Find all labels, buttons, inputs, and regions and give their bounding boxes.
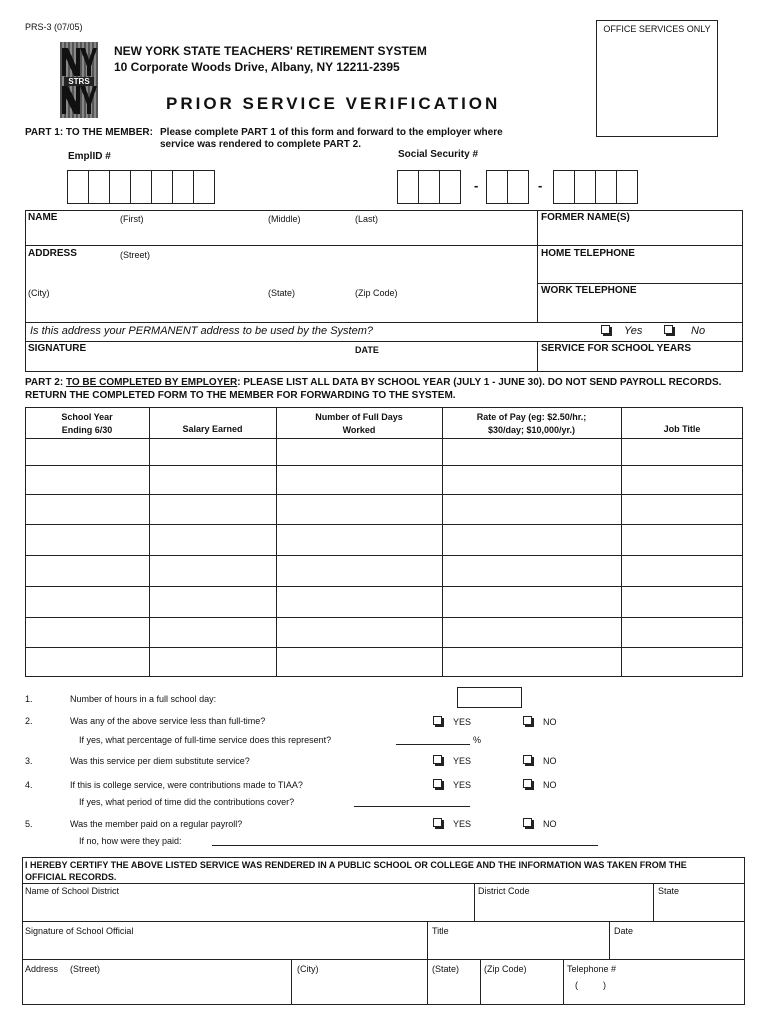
ssn-dash: - — [474, 178, 479, 193]
q5-text: Was the member paid on a regular payroll? — [70, 819, 243, 829]
ssn-digit-box[interactable] — [418, 170, 440, 204]
office-services-label: OFFICE SERVICES ONLY — [603, 24, 711, 34]
part2-line1 — [25, 377, 721, 388]
ssn-digit-box[interactable] — [574, 170, 596, 204]
hours-input[interactable] — [457, 687, 522, 708]
col-school-year — [25, 411, 149, 437]
col-days-1: Number of Full Days — [315, 412, 403, 422]
q2-text: Was any of the above service less than full-time? — [70, 716, 266, 726]
signature-label: SIGNATURE — [28, 343, 87, 354]
q5-number: 5. — [25, 819, 33, 829]
q2-number: 2. — [25, 716, 33, 726]
part2-line2: RETURN THE COMPLETED FORM TO THE MEMBER FOR FORWARDING TO THE SYSTEM. — [25, 390, 456, 401]
emplid-digit-box[interactable] — [88, 170, 110, 204]
date-label: DATE — [355, 345, 379, 355]
ssn-label: Social Security # — [398, 149, 479, 160]
q4-no-checkbox[interactable] — [523, 779, 532, 788]
col-school-year-2: Ending 6/30 — [61, 425, 113, 435]
q5-no-checkbox[interactable] — [523, 818, 532, 827]
q4-number: 4. — [25, 780, 33, 790]
ssn-dash: - — [538, 178, 543, 193]
q4-no-label: NO — [543, 780, 557, 790]
ssn-digit-box[interactable] — [616, 170, 638, 204]
q3-yes-label: YES — [453, 756, 472, 766]
cert-street-label: (Street) — [70, 964, 101, 974]
office-services-box — [596, 20, 718, 137]
last-label: (Last) — [355, 214, 379, 224]
emplid-digit-box[interactable] — [109, 170, 131, 204]
emplid-digit-box[interactable] — [172, 170, 194, 204]
q1-text: Number of hours in a full school day: — [70, 694, 217, 704]
address-label: ADDRESS — [28, 248, 77, 259]
q5-yes-label: YES — [453, 819, 472, 829]
middle-label: (Middle) — [268, 214, 301, 224]
q2-no-checkbox[interactable] — [523, 716, 532, 725]
q4-yes-label: YES — [453, 780, 472, 790]
permanent-no-label: No — [691, 325, 706, 337]
col-job-title: Job Title — [663, 424, 701, 434]
percent-sign: % — [473, 735, 482, 745]
form-title: PRIOR SERVICE VERIFICATION — [166, 94, 501, 113]
part2-employer: TO BE COMPLETED BY EMPLOYER — [65, 377, 238, 388]
emplid-digit-box[interactable] — [193, 170, 215, 204]
service-years-label: SERVICE FOR SCHOOL YEARS — [541, 343, 692, 354]
ssn-digit-box[interactable] — [397, 170, 419, 204]
org-address: 10 Corporate Woods Drive, Albany, NY 12211-2395 — [114, 60, 400, 74]
official-date-label: Date — [614, 926, 634, 936]
q2-no-label: NO — [543, 717, 557, 727]
cert-line2: OFFICIAL RECORDS. — [25, 872, 117, 882]
home-telephone-label: HOME TELEPHONE — [541, 248, 635, 259]
q2-followup: If yes, what percentage of full-time service does this represent? — [79, 735, 332, 745]
percentage-input[interactable] — [396, 733, 470, 745]
col-rate — [442, 411, 621, 437]
col-salary: Salary Earned — [182, 424, 243, 434]
part2-prefix: PART 2: — [25, 377, 64, 388]
cert-address-label: Address — [25, 964, 59, 974]
permanent-yes-checkbox[interactable] — [601, 325, 610, 334]
work-telephone-label: WORK TELEPHONE — [541, 285, 637, 296]
q4-text: If this is college service, were contributions made to TIAA? — [70, 780, 303, 790]
q4-yes-checkbox[interactable] — [433, 779, 442, 788]
q4-followup: If yes, what period of time did the contributions cover? — [79, 797, 295, 807]
official-title-label: Title — [432, 926, 449, 936]
ssn-digit-box[interactable] — [486, 170, 508, 204]
first-label: (First) — [120, 214, 144, 224]
org-name: NEW YORK STATE TEACHERS' RETIREMENT SYSTEM — [114, 44, 427, 58]
cert-state-paren-label: (State) — [432, 964, 460, 974]
permanent-no-checkbox[interactable] — [664, 325, 673, 334]
service-table — [25, 407, 743, 677]
col-rate-1: Rate of Pay (eg: $2.50/hr.; — [476, 412, 587, 422]
emplid-label: EmplID # — [68, 151, 111, 162]
state-label: (State) — [268, 288, 296, 298]
ssn-digit-box[interactable] — [595, 170, 617, 204]
q3-no-label: NO — [543, 756, 557, 766]
zip-label: (Zip Code) — [355, 288, 398, 298]
q1-number: 1. — [25, 694, 33, 704]
part1-instruction-1: Please complete PART 1 of this form and forward to the employer where — [160, 127, 503, 138]
cert-city-label: (City) — [297, 964, 319, 974]
emplid-digit-box[interactable] — [67, 170, 89, 204]
nystrs-logo — [60, 42, 98, 118]
cert-line1: I HEREBY CERTIFY THE ABOVE LISTED SERVICE WAS RENDERED IN A PUBLIC SCHOOL OR COLLEGE AND THE INFORMATION WAS TAKEN FROM THE — [25, 860, 687, 870]
col-rate-2: $30/day; $10,000/yr.) — [487, 425, 576, 435]
q3-yes-checkbox[interactable] — [433, 755, 442, 764]
col-school-year-1: School Year — [61, 412, 113, 422]
emplid-digit-box[interactable] — [151, 170, 173, 204]
district-code-label: District Code — [478, 886, 530, 896]
part1-label: PART 1: TO THE MEMBER: — [25, 127, 153, 138]
tiaa-period-input[interactable] — [354, 795, 470, 807]
payment-method-input[interactable] — [212, 834, 598, 846]
col-days-2: Worked — [342, 425, 376, 435]
q5-no-label: NO — [543, 819, 557, 829]
logo-text: STRS — [68, 77, 90, 86]
district-name-label: Name of School District — [25, 886, 120, 896]
cert-zip-label: (Zip Code) — [484, 964, 527, 974]
q5-followup: If no, how were they paid: — [79, 836, 182, 846]
cert-telephone-label: Telephone # — [567, 964, 617, 974]
q3-text: Was this service per diem substitute service? — [70, 756, 250, 766]
permanent-address-question: Is this address your PERMANENT address to be used by the System? — [30, 325, 373, 337]
q2-yes-checkbox[interactable] — [433, 716, 442, 725]
col-days — [276, 411, 442, 437]
ssn-digit-box[interactable] — [507, 170, 529, 204]
ssn-digit-box[interactable] — [439, 170, 461, 204]
q3-no-checkbox[interactable] — [523, 755, 532, 764]
part1-instruction-2: service was rendered to complete PART 2. — [160, 139, 362, 150]
part2-line1-rest: : PLEASE LIST ALL DATA BY SCHOOL YEAR (JULY 1 - JUNE 30). DO NOT SEND PAYROLL RECORDS. — [237, 377, 722, 388]
permanent-yes-label: Yes — [624, 325, 643, 337]
street-label: (Street) — [120, 250, 151, 260]
emplid-digit-box[interactable] — [130, 170, 152, 204]
area-code-parens: ( ) — [575, 980, 606, 990]
form-id: PRS-3 (07/05) — [25, 22, 83, 32]
ssn-digit-box[interactable] — [553, 170, 575, 204]
name-label: NAME — [28, 212, 58, 223]
q5-yes-checkbox[interactable] — [433, 818, 442, 827]
q3-number: 3. — [25, 756, 33, 766]
former-names-label: FORMER NAME(S) — [541, 212, 630, 223]
official-signature-label: Signature of School Official — [25, 926, 134, 936]
cert-state-label: State — [658, 886, 680, 896]
q2-yes-label: YES — [453, 717, 472, 727]
city-label: (City) — [28, 288, 50, 298]
